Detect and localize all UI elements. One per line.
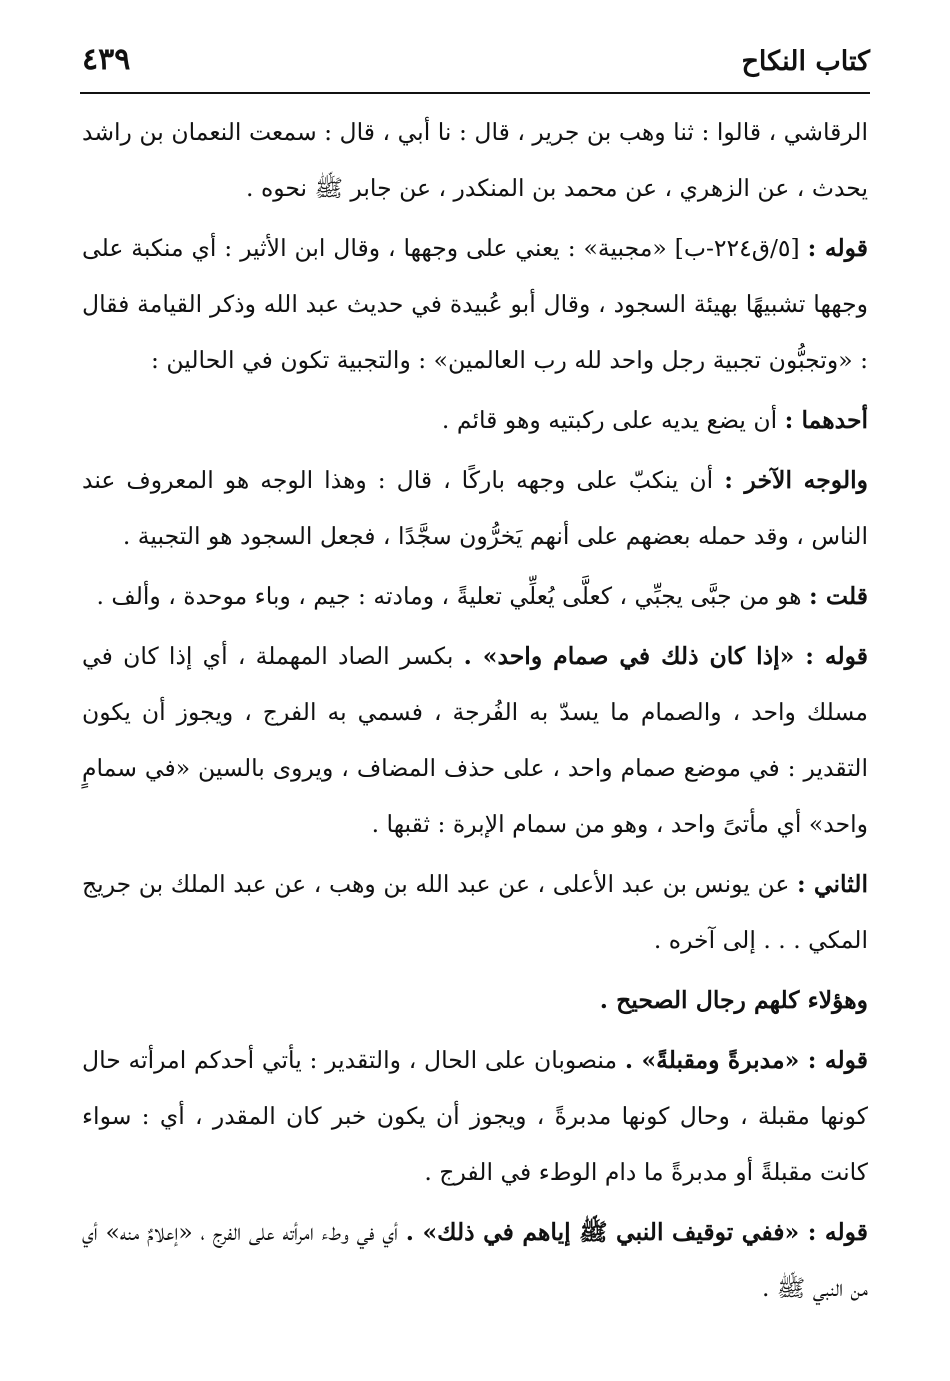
paragraph-6-text: بكسر الصاد المهملة ، أي إذا كان في مسلك واحد ، والصمام ما يسدّ به الفُرجة ، فسمي به الفرج ، ويجوز أن يكون التقدير : في موضع صمام واحد ، على حذف المضاف ، ويروى بالسين «في سمامٍ واحد» أي مأتىً واحد ، وهو من سمام الإبرة : ثقبها .	[82, 642, 868, 838]
paragraph-5-lead: قلت :	[809, 582, 868, 610]
paragraph-1-text: الرقاشي ، قالوا : ثنا وهب بن جرير ، قال : نا أبي ، قال : سمعت النعمان بن راشد يحدث ، عن الزهري ، عن محمد بن المنكدر ، عن جابر ﷺ نحوه .	[82, 118, 868, 202]
page-body	[82, 104, 868, 1316]
page-number: ٤٣٩	[82, 42, 131, 77]
paragraph-4	[82, 452, 868, 564]
paragraph-8-lead: وهؤلاء كلهم رجال الصحيح .	[599, 986, 868, 1014]
paragraph-2	[82, 220, 868, 388]
paragraph-6	[82, 628, 868, 852]
paragraph-7-text: عن يونس بن عبد الأعلى ، عن عبد الله بن وهب ، عن عبد الملك بن جريج المكي . . . إلى آخره .	[82, 870, 868, 954]
paragraph-4-text: أن ينكبّ على وجهه باركًا ، قال : وهذا الوجه هو المعروف عند الناس ، وقد حمله بعضهم على أنهم يَخرُّون سجَّدًا ، فجعل السجود هو التجبية .	[82, 466, 868, 550]
page-header	[80, 38, 870, 88]
paragraph-9	[82, 1032, 868, 1200]
paragraph-3-lead: أحدهما :	[784, 406, 868, 434]
paragraph-6-lead: قوله : «إذا كان ذلك في صمام واحد» .	[463, 642, 868, 670]
paragraph-5	[82, 568, 868, 624]
paragraph-3	[82, 392, 868, 448]
paragraph-9-lead: قوله : «مدبرةً ومقبلةً» .	[624, 1046, 868, 1074]
header-divider	[80, 92, 870, 94]
paragraph-8	[82, 972, 868, 1028]
paragraph-10-lead: قوله : «ففي توقيف النبي ﷺ إياهم في ذلك» .	[405, 1218, 868, 1246]
paragraph-9-text: منصوبان على الحال ، والتقدير : يأتي أحدكم امرأته حال كونها مقبلة ، وحال كونها مدبرةً ، ويجوز أن يكون خبر كان المقدر ، أي : سواء كانت مقبلةً أو مدبرةً ما دام الوطء في الفرج .	[82, 1046, 868, 1186]
paragraph-5-text: هو من جبَّى يجبِّي ، كعلَّى يُعلِّي تعليةً ، ومادته : جيم ، وباء موحدة ، وألف .	[96, 582, 810, 610]
paragraph-2-lead: قوله :	[807, 234, 868, 262]
paragraph-1	[82, 104, 868, 216]
paragraph-7	[82, 856, 868, 968]
paragraph-10-text: أي في وطء امرأته على الفرج ، «إعلامٌ منه» أي من النبي ﷺ .	[82, 1218, 868, 1302]
paragraph-3-text: أن يضع يديه على ركبتيه وهو قائم .	[441, 406, 785, 434]
paragraph-2-text: [٥/ق٢٢٤-ب] «مجبية» : يعني على وجهها ، وقال ابن الأثير : أي منكبة على وجهها تشبيهًا بهيئة السجود ، وقال أبو عُبيدة في حديث عبد الله وذكر القيامة فقال : «وتجبُّون تجبية رجل واحد لله رب العالمين» : والتجبية تكون في الحالين :	[82, 234, 868, 374]
running-title: كتاب النكاح	[741, 46, 870, 77]
paragraph-7-lead: الثاني :	[796, 870, 868, 898]
paragraph-4-lead: والوجه الآخر :	[724, 466, 868, 494]
paragraph-10	[82, 1204, 868, 1316]
